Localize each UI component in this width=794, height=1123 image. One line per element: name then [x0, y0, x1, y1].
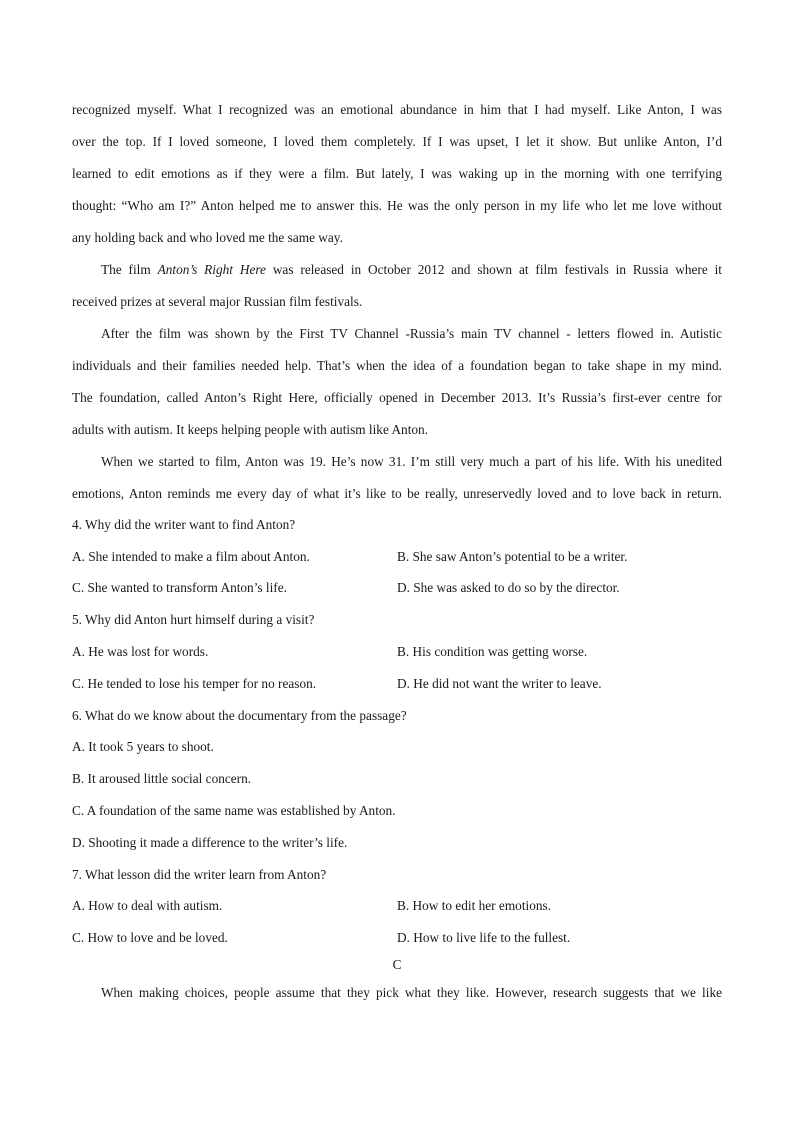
passage-b-p1-line-1: recognized myself. What I recognized was an emotional abundance in him that I had myself. Like Anton, I was: [72, 102, 722, 117]
question-5-option-c: C. He tended to lose his temper for no reason.: [72, 676, 317, 691]
passage-b-p3-line-4: adults with autism. It keeps helping people with autism like Anton.: [72, 422, 429, 437]
question-5-option-a: A. He was lost for words.: [72, 644, 209, 659]
question-7-option-c: C. How to love and be loved.: [72, 930, 228, 945]
question-5-stem: 5. Why did Anton hurt himself during a visit?: [72, 612, 315, 627]
passage-b-p1-line-3: learned to edit emotions as if they were a film. But lately, I was waking up in the morning with one terrifying: [72, 166, 722, 181]
question-4-option-c: C. She wanted to transform Anton’s life.: [72, 580, 287, 595]
film-title: Anton’s Right Here: [157, 262, 266, 277]
passage-b-p4-line-1: When we started to film, Anton was 19. He’s now 31. I’m still very much a part of his life. With his unedited: [101, 454, 722, 469]
passage-b-p1-line-4: thought: “Who am I?” Anton helped me to answer this. He was the only person in my life who let me love without: [72, 198, 722, 213]
question-6-stem: 6. What do we know about the documentary from the passage?: [72, 708, 407, 723]
passage-b-p1-line-5: any holding back and who loved me the same way.: [72, 230, 343, 245]
question-5-option-b: B. His condition was getting worse.: [397, 644, 588, 659]
question-6-option-c: C. A foundation of the same name was established by Anton.: [72, 803, 396, 818]
question-7-option-a: A. How to deal with autism.: [72, 898, 223, 913]
passage-b-p3-line-2: individuals and their families needed help. That’s when the idea of a foundation began to take shape in my mind.: [72, 358, 722, 373]
question-5-option-d: D. He did not want the writer to leave.: [397, 676, 602, 691]
passage-b-p2-line-1: The film Anton’s Right Here was released in October 2012 and shown at film festivals in Russia where it: [101, 262, 722, 277]
question-6-option-b: B. It aroused little social concern.: [72, 771, 252, 786]
question-4-option-d: D. She was asked to do so by the director.: [397, 580, 620, 595]
passage-c-line-1: When making choices, people assume that they pick what they like. However, research suggests that we like: [101, 985, 722, 1000]
question-6-option-a: A. It took 5 years to shoot.: [72, 739, 214, 754]
passage-b-p4-line-2: emotions, Anton reminds me every day of what it’s like to be really, unreservedly loved and to love back in return.: [72, 486, 722, 501]
passage-c-heading: C: [392, 957, 402, 972]
question-7-stem: 7. What lesson did the writer learn from Anton?: [72, 867, 327, 882]
passage-b-p3-line-1: After the film was shown by the First TV Channel -Russia’s main TV channel - letters flowed in. Autistic: [101, 326, 722, 341]
question-4-stem: 4. Why did the writer want to find Anton?: [72, 517, 296, 532]
passage-b-p3-line-3: The foundation, called Anton’s Right Here, officially opened in December 2013. It’s Russia’s first-ever centre for: [72, 390, 722, 405]
question-7-option-b: B. How to edit her emotions.: [397, 898, 552, 913]
question-4-option-a: A. She intended to make a film about Anton.: [72, 549, 310, 564]
question-6-option-d: D. Shooting it made a difference to the writer’s life.: [72, 835, 348, 850]
passage-b-p1-line-2: over the top. If I loved someone, I loved them completely. If I was upset, I let it show. But unlike Anton, I’d: [72, 134, 722, 149]
passage-b-p2-line-2: received prizes at several major Russian film festivals.: [72, 294, 363, 309]
question-7-option-d: D. How to live life to the fullest.: [397, 930, 571, 945]
question-4-option-b: B. She saw Anton’s potential to be a writer.: [397, 549, 628, 564]
